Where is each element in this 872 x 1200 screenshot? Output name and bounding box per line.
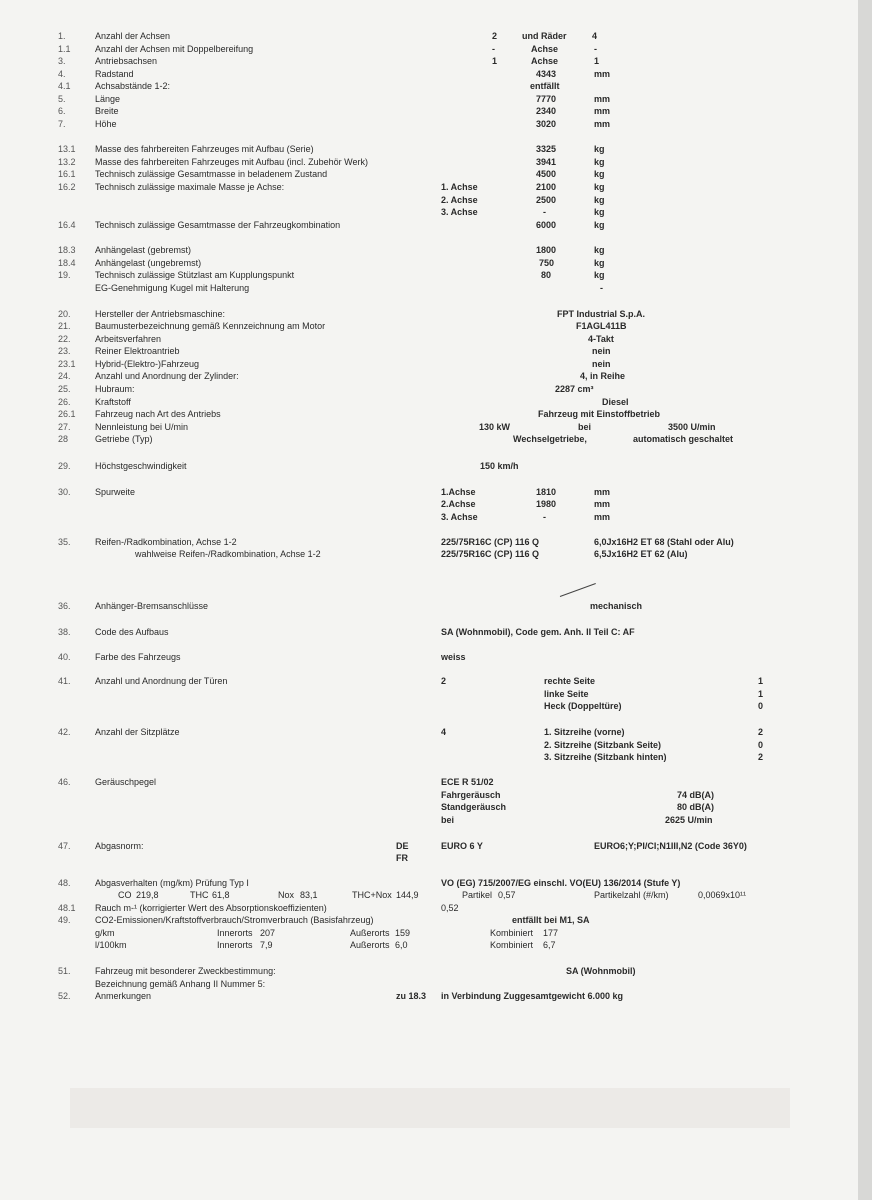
row-label: Rauch m-¹ (korrigierter Wert des Absorptionskoeffizienten) (95, 903, 327, 913)
row-value: 7770 (536, 94, 557, 104)
table-row (0, 801, 872, 815)
table-row (0, 990, 872, 1004)
row-value: 80 (541, 270, 552, 280)
row-value: 177 (543, 928, 559, 938)
row-value: 159 (395, 928, 411, 938)
row-value: 1 (594, 56, 600, 66)
table-row (0, 626, 872, 640)
row-label: Anzahl und Anordnung der Zylinder: (95, 371, 239, 381)
row-value: 61,8 (212, 890, 230, 900)
table-row (0, 852, 872, 866)
row-value: mm (594, 512, 611, 522)
row-value: - (543, 207, 546, 217)
row-value: 2 (492, 31, 498, 41)
row-value: 2100 (536, 182, 557, 192)
row-number: 13.2 (58, 157, 76, 167)
row-number: 28 (58, 434, 69, 444)
table-row (0, 651, 872, 665)
row-label: Masse des fahrbereiten Fahrzeuges mit Aufbau (incl. Zubehör Werk) (95, 157, 368, 167)
table-row (0, 700, 872, 714)
row-value: entfällt bei M1, SA (512, 915, 590, 925)
row-label: Technisch zulässige Gesamtmasse der Fahrzeugkombination (95, 220, 341, 230)
row-value: kg (594, 245, 605, 255)
table-row (0, 105, 872, 119)
row-label: Technisch zulässige maximale Masse je Achse: (95, 182, 285, 192)
row-value: 1800 (536, 245, 557, 255)
row-label: Länge (95, 94, 121, 104)
row-value: weiss (441, 652, 466, 662)
row-number: 3. (58, 56, 66, 66)
row-value: Innerorts (217, 928, 253, 938)
row-value: Wechselgetriebe, (513, 434, 587, 444)
row-value: 1810 (536, 487, 557, 497)
row-value: Außerorts (350, 928, 390, 938)
row-number: 16.4 (58, 220, 76, 230)
row-value: Standgeräusch (441, 802, 507, 812)
table-row (0, 206, 872, 220)
row-label: Anhängelast (gebremst) (95, 245, 192, 255)
row-value: 4-Takt (588, 334, 614, 344)
row-number: 41. (58, 676, 71, 686)
table-row (0, 168, 872, 182)
row-value: 1.Achse (441, 487, 476, 497)
row-value: 6000 (536, 220, 557, 230)
row-label: Bezeichnung gemäß Anhang II Nummer 5: (95, 979, 266, 989)
row-label: Kraftstoff (95, 397, 131, 407)
row-value: 7,9 (260, 940, 273, 950)
row-value: THC+Nox (352, 890, 392, 900)
row-label: Reifen-/Radkombination, Achse 1-2 (95, 537, 237, 547)
row-number: 6. (58, 106, 66, 116)
row-label: Code des Aufbaus (95, 627, 169, 637)
row-value: Achse (531, 56, 559, 66)
row-number: 26.1 (58, 409, 76, 419)
table-row (0, 244, 872, 258)
table-row (0, 751, 872, 765)
table-row (0, 889, 872, 903)
row-value: 1. Achse (441, 182, 478, 192)
row-value: 2. Achse (441, 195, 478, 205)
row-value: 219,8 (136, 890, 159, 900)
table-row (0, 143, 872, 157)
row-label: Geräuschpegel (95, 777, 157, 787)
row-value: kg (594, 157, 605, 167)
table-row (0, 181, 872, 195)
table-row (0, 726, 872, 740)
row-number: 29. (58, 461, 71, 471)
table-row (0, 914, 872, 928)
row-value: 2. Sitzreihe (Sitzbank Seite) (544, 740, 662, 750)
row-value: 1980 (536, 499, 557, 509)
row-value: EURO 6 Y (441, 841, 483, 851)
row-value: automatisch geschaltet (633, 434, 734, 444)
table-row (0, 548, 872, 562)
table-row (0, 30, 872, 44)
row-number: 22. (58, 334, 71, 344)
row-value: 150 km/h (480, 461, 519, 471)
row-label: Reiner Elektroantrieb (95, 346, 180, 356)
row-value: Kombiniert (490, 940, 534, 950)
table-row (0, 939, 872, 953)
table-row (0, 965, 872, 979)
row-value: 80 dB(A) (677, 802, 715, 812)
row-number: 1.1 (58, 44, 71, 54)
table-row (0, 282, 872, 296)
row-value: 6,7 (543, 940, 556, 950)
row-value: FR (396, 853, 408, 863)
bottom-faded-area (70, 1088, 790, 1128)
row-value: 3020 (536, 119, 557, 129)
row-value: nein (592, 359, 611, 369)
row-value: linke Seite (544, 689, 589, 699)
row-value: mm (594, 119, 611, 129)
row-label: Antriebsachsen (95, 56, 158, 66)
row-number: 26. (58, 397, 71, 407)
row-value: - (600, 283, 603, 293)
row-value: 4, in Reihe (580, 371, 626, 381)
row-value: mechanisch (590, 601, 643, 611)
row-value: 2287 cm³ (555, 384, 594, 394)
row-value: kg (594, 270, 605, 280)
row-value: und Räder (522, 31, 567, 41)
row-value: l/100km (95, 940, 127, 950)
row-number: 40. (58, 652, 71, 662)
row-value: 6,5Jx16H2 ET 62 (Alu) (594, 549, 688, 559)
row-number: 23.1 (58, 359, 76, 369)
row-value: 4343 (536, 69, 557, 79)
row-value: rechte Seite (544, 676, 596, 686)
row-label: Hubraum: (95, 384, 135, 394)
row-number: 24. (58, 371, 71, 381)
row-label: Nennleistung bei U/min (95, 422, 189, 432)
row-value: 2 (758, 727, 764, 737)
row-value: Kombiniert (490, 928, 534, 938)
row-value: 3. Achse (441, 512, 478, 522)
row-label: Getriebe (Typ) (95, 434, 153, 444)
row-value: ECE R 51/02 (441, 777, 494, 787)
row-value: 2500 (536, 195, 557, 205)
row-value: 130 kW (479, 422, 511, 432)
row-number: 18.4 (58, 258, 76, 268)
row-value: entfällt (530, 81, 560, 91)
row-value: kg (594, 169, 605, 179)
row-label: Fahrzeug mit besonderer Zweckbestimmung: (95, 966, 276, 976)
row-number: 47. (58, 841, 71, 851)
row-value: 3500 U/min (668, 422, 716, 432)
row-value: 225/75R16C (CP) 116 Q (441, 537, 540, 547)
row-value: kg (594, 220, 605, 230)
row-value: CO (118, 890, 132, 900)
table-row (0, 814, 872, 828)
row-label: Abgasnorm: (95, 841, 144, 851)
row-value: 225/75R16C (CP) 116 Q (441, 549, 540, 559)
table-row (0, 383, 872, 397)
row-value: Außerorts (350, 940, 390, 950)
row-value: - (543, 512, 546, 522)
row-label: Anhänger-Bremsanschlüsse (95, 601, 209, 611)
row-number: 13.1 (58, 144, 76, 154)
row-label: Radstand (95, 69, 134, 79)
row-value: 3325 (536, 144, 557, 154)
row-value: Heck (Doppeltüre) (544, 701, 622, 711)
table-row (0, 460, 872, 474)
table-row (0, 269, 872, 283)
row-value: F1AGL411B (576, 321, 627, 331)
row-label: Anhängelast (ungebremst) (95, 258, 202, 268)
row-number: 46. (58, 777, 71, 787)
row-number: 4. (58, 69, 66, 79)
row-value: Partikel (462, 890, 493, 900)
table-row (0, 776, 872, 790)
row-value: 750 (539, 258, 555, 268)
row-value: EURO6;Y;PI/CI;N1III,N2 (Code 36Y0) (594, 841, 747, 851)
row-number: 36. (58, 601, 71, 611)
row-value: 2340 (536, 106, 557, 116)
row-number: 4.1 (58, 81, 71, 91)
row-number: 7. (58, 119, 66, 129)
row-value: kg (594, 258, 605, 268)
row-value: 3. Achse (441, 207, 478, 217)
row-value: 4500 (536, 169, 557, 179)
table-row (0, 80, 872, 94)
row-value: 0,57 (498, 890, 516, 900)
table-row (0, 498, 872, 512)
row-number: 27. (58, 422, 71, 432)
row-number: 49. (58, 915, 71, 925)
row-value: g/km (95, 928, 115, 938)
row-number: 52. (58, 991, 71, 1001)
row-value: - (594, 44, 597, 54)
row-label: Höhe (95, 119, 117, 129)
row-number: 1. (58, 31, 66, 41)
row-label: Arbeitsverfahren (95, 334, 162, 344)
row-value: bei (441, 815, 455, 825)
row-number: 18.3 (58, 245, 76, 255)
row-number: 48. (58, 878, 71, 888)
row-value: kg (594, 182, 605, 192)
row-value: 1 (758, 689, 764, 699)
table-row (0, 345, 872, 359)
row-value: FPT Industrial S.p.A. (557, 309, 646, 319)
table-row (0, 370, 872, 384)
table-row (0, 408, 872, 422)
row-value: 0 (758, 701, 764, 711)
table-row (0, 433, 872, 447)
row-number: 51. (58, 966, 71, 976)
row-value: 0,0069x10¹¹ (698, 890, 747, 900)
row-value: mm (594, 94, 611, 104)
row-value: 1 (758, 676, 764, 686)
table-row (0, 219, 872, 233)
row-value: Nox (278, 890, 295, 900)
row-label: Anzahl der Achsen (95, 31, 171, 41)
row-value: SA (Wohnmobil), Code gem. Anh. II Teil C: AF (441, 627, 635, 637)
row-label: Höchstgeschwindigkeit (95, 461, 187, 471)
row-value: 6,0 (395, 940, 408, 950)
row-value: 0 (758, 740, 764, 750)
row-label: Achsabstände 1-2: (95, 81, 171, 91)
row-label: EG-Genehmigung Kugel mit Halterung (95, 283, 250, 293)
row-value: wahlweise Reifen-/Radkombination, Achse 1-2 (135, 549, 321, 559)
row-value: 2 (758, 752, 764, 762)
row-value: 207 (260, 928, 276, 938)
row-number: 20. (58, 309, 71, 319)
row-value: 144,9 (396, 890, 419, 900)
row-value: Achse (531, 44, 559, 54)
row-value: 74 dB(A) (677, 790, 715, 800)
pen-stroke (560, 583, 596, 597)
row-value: 83,1 (300, 890, 318, 900)
row-number: 42. (58, 727, 71, 737)
table-row (0, 600, 872, 614)
row-value: 3. Sitzreihe (Sitzbank hinten) (544, 752, 667, 762)
row-value: Fahrzeug mit Einstoffbetrieb (538, 409, 661, 419)
row-value: 0,52 (441, 903, 459, 913)
row-number: 19. (58, 270, 71, 280)
row-number: 16.1 (58, 169, 76, 179)
row-value: 2625 U/min (665, 815, 713, 825)
row-label: Hybrid-(Elektro-)Fahrzeug (95, 359, 200, 369)
row-label: Spurweite (95, 487, 136, 497)
row-value: Partikelzahl (#/km) (594, 890, 669, 900)
row-label: Abgasverhalten (mg/km) Prüfung Typ I (95, 878, 249, 888)
table-row (0, 55, 872, 69)
row-value: Diesel (602, 397, 629, 407)
row-value: mm (594, 487, 611, 497)
row-value: 6,0Jx16H2 ET 68 (Stahl oder Alu) (594, 537, 734, 547)
row-label: Breite (95, 106, 119, 116)
table-row (0, 118, 872, 132)
row-number: 23. (58, 346, 71, 356)
row-label: Anzahl der Sitzplätze (95, 727, 180, 737)
row-label: Anmerkungen (95, 991, 152, 1001)
row-label: CO2-Emissionen/Kraftstoffverbrauch/Stromverbrauch (Basisfahrzeug) (95, 915, 374, 925)
row-value: mm (594, 499, 611, 509)
row-value: Fahrgeräusch (441, 790, 501, 800)
row-value: VO (EG) 715/2007/EG einschl. VO(EU) 136/2014 (Stufe Y) (441, 878, 681, 888)
table-row (0, 320, 872, 334)
row-label: Masse des fahrbereiten Fahrzeuges mit Aufbau (Serie) (95, 144, 314, 154)
row-number: 48.1 (58, 903, 76, 913)
table-row (0, 511, 872, 525)
row-value: 1. Sitzreihe (vorne) (544, 727, 625, 737)
row-number: 35. (58, 537, 71, 547)
row-value: 2 (441, 676, 447, 686)
row-value: nein (592, 346, 611, 356)
row-value: 2.Achse (441, 499, 476, 509)
row-label: Hersteller der Antriebsmaschine: (95, 309, 226, 319)
row-value: mm (594, 69, 611, 79)
row-label: Technisch zulässige Gesamtmasse in beladenem Zustand (95, 169, 328, 179)
row-value: mm (594, 106, 611, 116)
row-value: 1 (492, 56, 498, 66)
row-number: 5. (58, 94, 66, 104)
row-label: Anzahl der Achsen mit Doppelbereifung (95, 44, 254, 54)
row-label: Farbe des Fahrzeugs (95, 652, 181, 662)
row-label: Anzahl und Anordnung der Türen (95, 676, 228, 686)
row-value: 4 (592, 31, 598, 41)
row-number: 38. (58, 627, 71, 637)
row-value: Innerorts (217, 940, 253, 950)
row-value: kg (594, 207, 605, 217)
row-value: kg (594, 195, 605, 205)
row-value: SA (Wohnmobil) (566, 966, 636, 976)
row-value: zu 18.3 (396, 991, 427, 1001)
row-number: 16.2 (58, 182, 76, 192)
row-label: Baumusterbezeichnung gemäß Kennzeichnung am Motor (95, 321, 326, 331)
row-value: 3941 (536, 157, 557, 167)
row-label: Fahrzeug nach Art des Antriebs (95, 409, 221, 419)
row-number: 25. (58, 384, 71, 394)
row-value: 4 (441, 727, 447, 737)
row-value: kg (594, 144, 605, 154)
row-number: 30. (58, 487, 71, 497)
row-value: - (492, 44, 495, 54)
row-value: in Verbindung Zuggesamtgewicht 6.000 kg (441, 991, 624, 1001)
row-value: DE (396, 841, 409, 851)
table-row (0, 675, 872, 689)
row-label: Technisch zulässige Stützlast am Kupplungspunkt (95, 270, 295, 280)
row-number: 21. (58, 321, 71, 331)
row-value: THC (190, 890, 209, 900)
row-value: bei (578, 422, 592, 432)
